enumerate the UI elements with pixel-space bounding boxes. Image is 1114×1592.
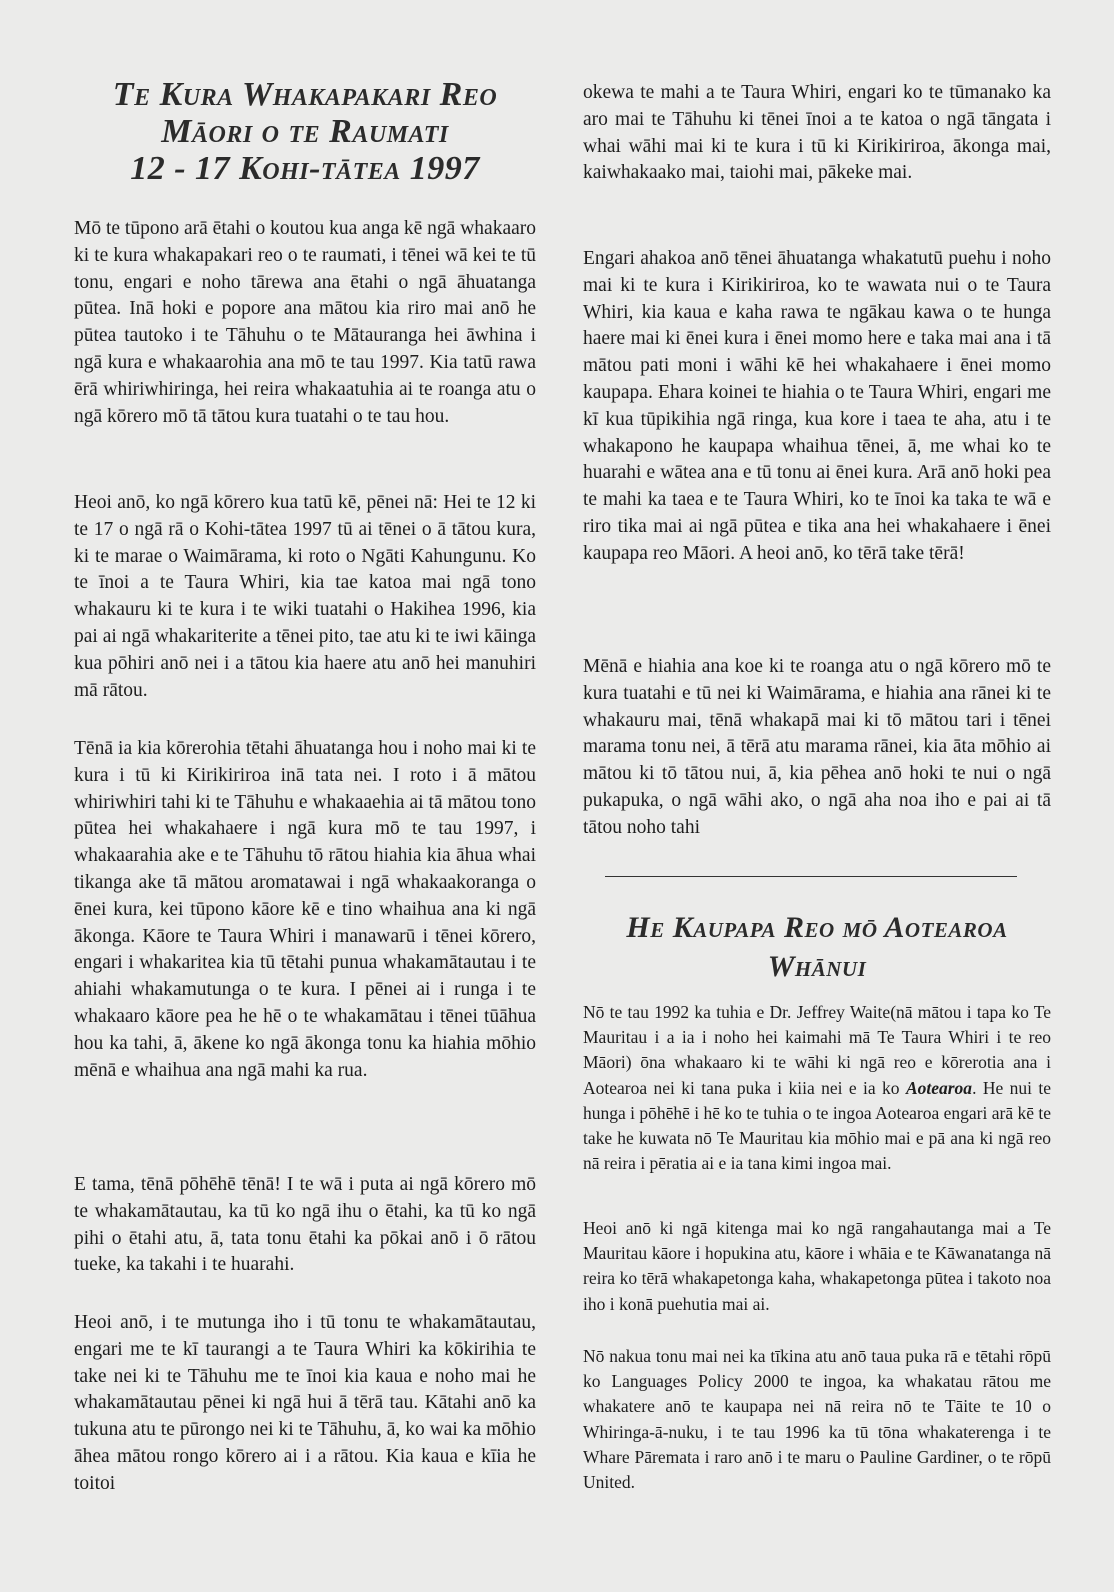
book-title: Aotearoa <box>905 1077 973 1098</box>
title-month: Kohi-tātea <box>239 150 401 187</box>
paragraph: Nō nakua tonu mai nei ka tīkina atu anō taua puka rā e tētahi rōpū ko Languages Policy 2000 te ingoa, ka whakatau rātou me whakatere anō te kaupapa nei nā reira nō te Tāite te 10 o Whiringa-ā-nuku, i te tau 1996 ka tū tōna whakaterenga i te Whare Pāremata i raro anō i te maru o Pauline Gardiner, o te rōpū United. <box>583 1346 1051 1493</box>
paragraph: Tēnā ia kia kōrerohia tētahi āhuatanga hou i noho mai ki te kura i tū ki Kirikiriroa inā tata nei. I roto i ā mātou whiriwhiri tahi ki te Tāhuhu e whakaaehia ai tā mātou tono pūtea hei whakahaere i ngā kura mō te tau 1997, i whakaarahia ake e te Tāhuhu tō rātou hiahia kia āhua whai tikanga ake tā mātou aromatawai i ngā whakaakoranga o ēnei kura, kei tūpono kāore kē e tino whaihua ana ki ngā ākonga. Kāore te Taura Whiri i manawarū i tēnei kōrero, engari i whakaritea kia tū tētahi punua whakamātautau i te ahiahi whakamutunga o te kura. I pēnei ai i runga i te whakaaro kāore pea he hē o te whakamātau i tēnei tūāhua hou ka tahi, ā, ākene ko ngā ākonga tonu ka hiahia mōhio mēnā e whaihua ana ngā mahi ka rua. <box>74 738 536 1081</box>
paragraph: Heoi anō ki ngā kitenga mai ko ngā rangahautanga mai a Te Mauritau kāore i hopukina atu, kāore i whāia e te Kāwanatanga nā reira ko tērā whakapetonga kaha, whakapetonga pūtea i takoto noa iho i konā puehutia mai ai. <box>583 1218 1051 1314</box>
paragraph: E tama, tēnā pōhēhē tēnā! I te wā i puta ai ngā kōrero mō te whakamātautau, ka tū ko ngā ihu o ētahi, ka tū ko ngā pihi o ētahi atu, ā, tata tonu ētahi ka pōkai anō i ō rātou tueke, ka takahi i te huarahi. <box>74 1174 536 1276</box>
paragraph <box>583 1000 1051 1176</box>
paragraph: Engari ahakoa anō tēnei āhuatanga whakatutū puehu i noho mai ki te kura i Kirikiriroa, ko te wawata nui o te Taura Whiri, kia kaua e kaha rawa te ngākau kawa o te hunga haere mai ki ēnei kura i ēnei momo here e taka mai ana i tā mātou pati moni i wāhi kē hei whakahaere i ēnei momo kaupapa. Ehara koinei te hiahia o te Taura Whiri, engari me kī kua tūpikihia ngā ringa, kua kore i taea te aha, atu i te whakapono he kaupapa whaihua tēnei, ā, me whai ko te huarahi e wātea ana e tū tonu ai ēnei kura. Arā anō hoki pea te mahi ka taea e te Taura Whiri, ko te īnoi ka taka te wā e riro tika mai ai ngā pūtea e tika ana hei whakahaere i ēnei kaupapa reo Māori. A heoi anō, ko tērā take tērā! <box>583 248 1051 564</box>
title-line-2: Whānui <box>767 950 867 983</box>
paragraph: Heoi anō, ko ngā kōrero kua tatū kē, pēnei nā: Hei te 12 ki te 17 o ngā rā o Kohi-tātea 1997 tū ai tēnei o ā tātou kura, ki te marae o Waimārama, ki roto o Ngāti Kahungunu. Ko te īnoi a te Taura Whiri, kia tae katoa mai ngā tono whakauru ki te kura i te wiki tuatahi o Hakihea 1996, kia pai ai ngā whakariterite a tēnei pito, tae atu ki te iwi kāinga kua pōhiri anō nei i a tātou kia haere atu anō hei manuhiri mā rātou. <box>74 492 536 701</box>
paragraph: okewa te mahi a te Taura Whiri, engari ko te tūmanako ka aro mai te Tāhuhu ki tēnei īnoi a te katoa o ngā tāngata i whai wāhi mai ki te kura i tū ki Kirikiriroa, ākonga mai, kaiwhakaako mai, taiohi mai, pākeke mai. <box>583 82 1051 184</box>
title-dates: 12 - 17 <box>130 150 231 187</box>
paragraph: Heoi anō, i te mutunga iho i tū tonu te whakamātautau, engari me te kī taurangi a te Taura Whiri ka kōkirihia te take nei ki te Tāhuhu me te īnoi kia kaua e noho mai he whakamātautau pēnei ki ngā hui ā tērā tau. Kātahi anō ka tukuna atu te pūrongo nei ki te Tāhuhu, ā, ko wai ka mōhio āhea mātou rongo kōrero ai i a rātou. Kia kaua e kīia he toitoi <box>74 1312 536 1494</box>
title-line-1: He Kaupapa Reo mō Aotearoa <box>626 911 1008 944</box>
title-line-3 <box>74 150 536 187</box>
article-title <box>74 76 536 187</box>
title-line-2: Māori o te Raumati <box>161 113 449 150</box>
section-divider <box>605 876 1017 877</box>
article-title <box>583 908 1051 986</box>
title-line-1: Te Kura Whakapakari Reo <box>112 76 498 113</box>
paragraph-text: Nō te tau 1992 ka tuhia e Dr. Jeffrey Waite(nā mātou i tapa ko Te Mauritau i a ia i noho hei kaimahi mā Te Taura Whiri i te reo Māori) ōna whakaaro ki te wāhi ki ngā reo e kōrerotia ana i Aotearoa nei ki tana puka i kiia nei e ia ko <box>583 1002 1051 1098</box>
paragraph-text: . He nui te hunga i pōhēhē i hē ko te tuhia o te ingoa Aotearoa engari arā kē te take he kuwata nō Te Mauritau kia mōhio mai e pā ana ki ngā reo nā reira i pēratia ai e ia tana kimi ingoa mai. <box>583 1077 1051 1174</box>
paragraph: Mō te tūpono arā ētahi o koutou kua anga kē ngā whakaaro ki te kura whakapakari reo o te raumati, i tēnei wā kei te tū tonu, engari e noho tārewa ana ētahi o ngā āhuatanga pūtea. Inā hoki e popore ana mātou kia riro mai anō he pūtea tautoko i te Tāhuhu o te Mātauranga hei āwhina i ngā kura e whakaarohia ana mō te tau 1997. Kia tatū rawa ērā whiriwhiringa, hei reira whakaatuhia ai te roanga atu o ngā kōrero mō tā tātou kura tuatahi o te tau hou. <box>74 218 536 427</box>
title-year: 1997 <box>409 150 480 187</box>
paragraph: Mēnā e hiahia ana koe ki te roanga atu o ngā kōrero mō te kura tuatahi e tū nei ki Waimārama, e hiahia ana rānei ki te whakauru mai, tēnā whakapā mai ki tō mātou tari i tēnei marama tonu nei, ā tērā atu marama rānei, kia āta mōhio ai mātou ki tō tātou nui, ā, kia pēhea anō hoki te nui o ngā pukapuka, o ngā wāhi ako, o ngā aha noa iho e pai ai tā tātou noho tahi <box>583 656 1051 838</box>
